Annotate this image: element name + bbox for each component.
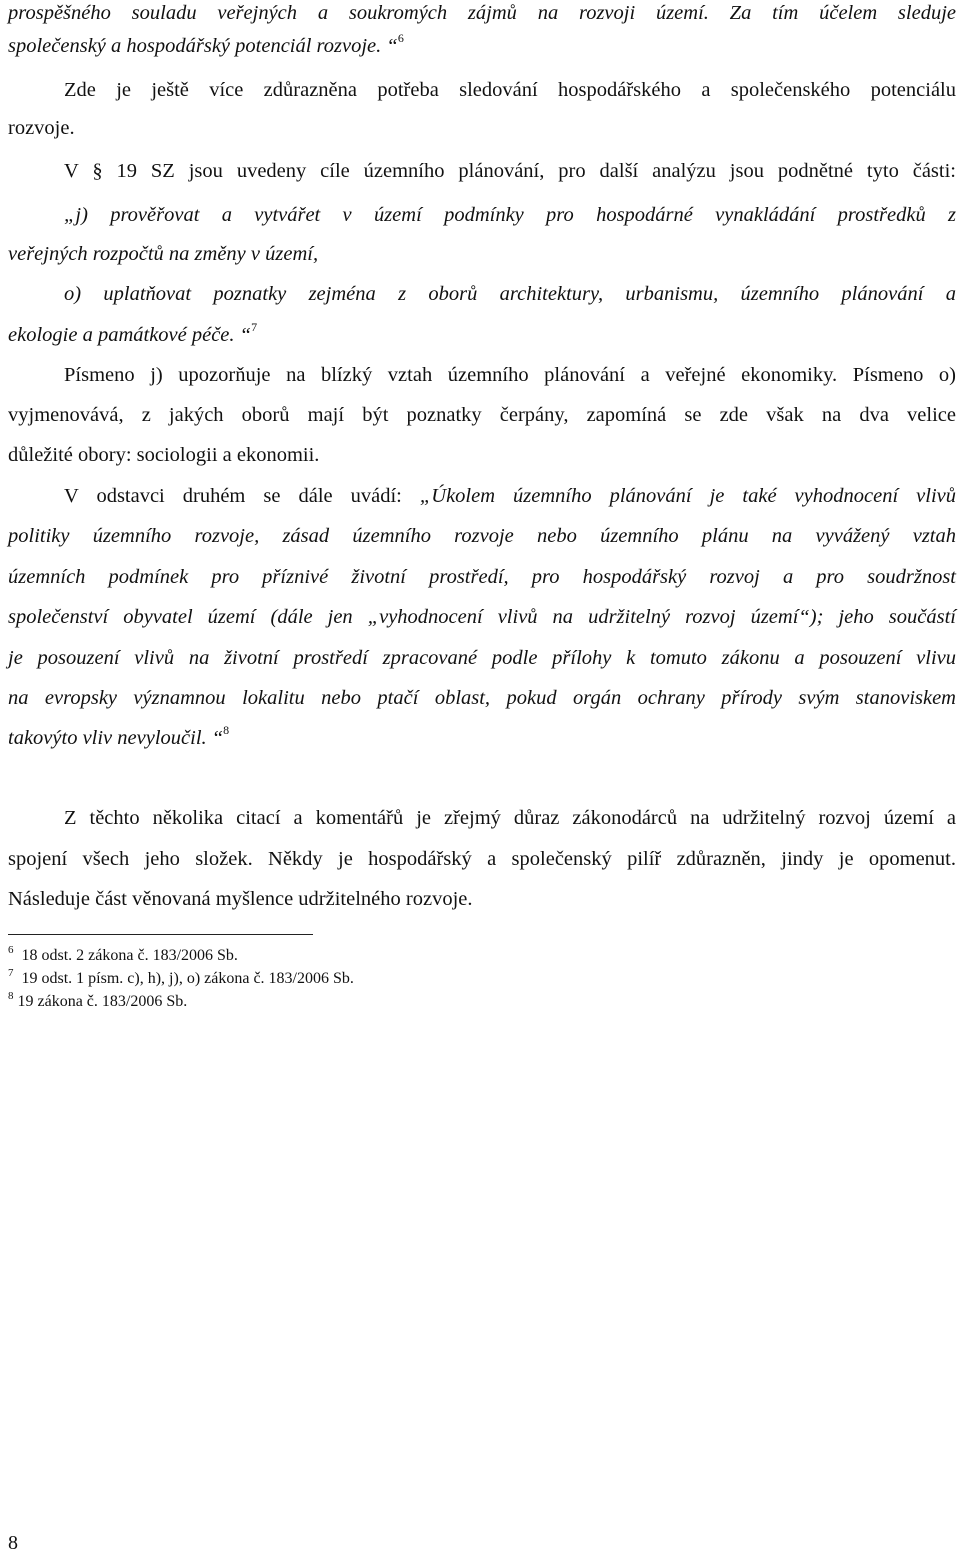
text-line: Následuje část věnovaná myšlence udržitelného rozvoje. [8,888,473,910]
text-line: na evropsky významnou lokalitu nebo ptačí oblast, pokud orgán ochrany přírody svým stanoviskem [8,687,956,709]
text-line: prospěšného souladu veřejných a soukromých zájmů na rozvoji území. Za tím účelem sleduje [8,2,956,24]
text-line: o) uplatňovat poznatky zejména z oborů architektury, urbanismu, územního plánování a [64,283,956,305]
text-line: ekologie a památkové péče. “$^7$ [8,320,258,346]
footnote [8,969,354,989]
close-quote: “ [211,727,224,749]
text-line: spojení všech jeho složek. Někdy je hospodářský a společenský pilíř zdůrazněn, jindy je opomenut. [8,848,956,870]
text-line: důležité obory: sociologii a ekonomii. [8,444,320,466]
close-quote: “ [239,324,252,346]
text-line: rozvoje. [8,117,75,139]
footnote-separator [8,934,313,935]
text-line: společenství obyvatel území (dále jen „vyhodnocení vlivů na udržitelný rozvoj území“); jeho součástí [8,606,956,628]
page-number: 8 [8,1532,18,1554]
footnote-text: 19 zákona č. 183/2006 Sb. [17,993,188,1010]
footnote [8,992,187,1012]
footnote-ref: 7 [251,320,258,334]
footnote-number: 6 [8,944,14,956]
text-line: takovýto vliv nevyloučil. “$^8$ [8,723,230,749]
text-line: veřejných rozpočtů na změny v území, [8,243,319,265]
close-quote: “ [386,35,398,57]
footnote-ref: 8 [223,723,230,737]
footnote-number: 7 [8,967,14,979]
footnote-text: 19 odst. 1 písm. c), h), j), o) zákona č. 183/2006 Sb. [21,970,354,987]
footnote [8,946,238,966]
text-line: Písmeno j) upozorňuje na blízký vztah územního plánování a veřejné ekonomiky. Písmeno o) [64,364,956,386]
text-line: Z těchto několika citací a komentářů je zřejmý důraz zákonodárců na udržitelný rozvoj území a [64,807,956,829]
text-line: společenský a hospodářský potenciál rozvoje. “$^6$ [8,31,404,57]
footnote-ref: 6 [397,31,404,45]
footnote-number: 8 [8,990,14,1002]
text-line: je posouzení vlivů na životní prostředí zpracované podle přílohy k tomuto zákonu a posouzení vlivu [8,647,956,669]
text-line: politiky územního rozvoje, zásad územního rozvoje nebo územního plánu na vyvážený vztah [8,525,956,547]
text-line: územních podmínek pro příznivé životní prostředí, pro hospodářský rozvoj a pro soudržnost [8,566,956,588]
text-line: vyjmenovává, z jakých oborů mají být poznatky čerpány, zapomíná se zde však na dva velice [8,404,956,426]
text-line: V § 19 SZ jsou uvedeny cíle územního plánování, pro další analýzu jsou podnětné tyto části: [64,160,956,182]
footnote-text: 18 odst. 2 zákona č. 183/2006 Sb. [21,947,238,964]
text-line: Zde je ještě více zdůrazněna potřeba sledování hospodářského a společenského potenciálu [64,79,956,101]
text-line: V odstavci druhém se dále uvádí: „Úkolem územního plánování je také vyhodnocení vlivů [64,485,956,507]
text-line: „j) prověřovat a vytvářet v území podmínky pro hospodárné vynakládání prostředků z [64,204,956,226]
